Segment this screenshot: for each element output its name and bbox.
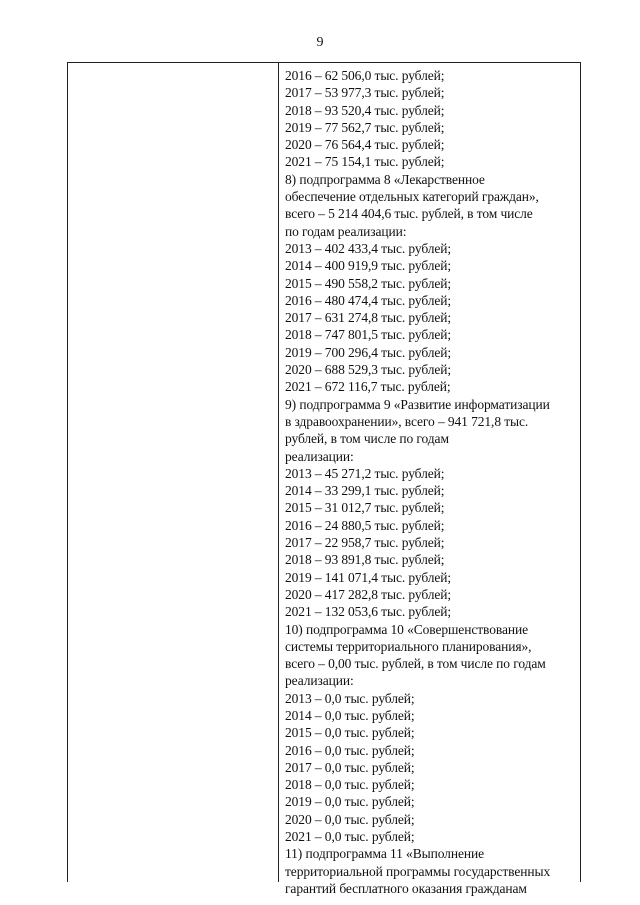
text-line: 2013 – 45 271,2 тыс. рублей; bbox=[285, 465, 445, 481]
text-line: 2015 – 0,0 тыс. рублей; bbox=[285, 725, 415, 741]
text-line: всего – 5 214 404,6 тыс. рублей, в том числе bbox=[285, 206, 533, 222]
text-line: 2017 – 631 274,8 тыс. рублей; bbox=[285, 310, 452, 326]
text-line: 2013 – 402 433,4 тыс. рублей; bbox=[285, 240, 452, 256]
text-line: всего – 0,00 тыс. рублей, в том числе по годам bbox=[285, 656, 546, 672]
text-line: 2016 – 480 474,4 тыс. рублей; bbox=[285, 292, 452, 308]
text-line: системы территориального планирования», bbox=[285, 638, 532, 654]
table-right-cell bbox=[279, 63, 580, 896]
text-line: 10) подпрограмма 10 «Совершенствование bbox=[285, 621, 528, 637]
text-line: 2017 – 0,0 тыс. рублей; bbox=[285, 759, 415, 775]
text-line: реализации: bbox=[285, 673, 354, 689]
text-line: гарантий бесплатного оказания гражданам bbox=[285, 880, 527, 896]
funding-table bbox=[67, 62, 581, 896]
text-line: 2014 – 0,0 тыс. рублей; bbox=[285, 707, 415, 723]
text-line: 2018 – 747 801,5 тыс. рублей; bbox=[285, 327, 452, 343]
text-line: 2018 – 93 520,4 тыс. рублей; bbox=[285, 102, 445, 118]
text-line: 2017 – 53 977,3 тыс. рублей; bbox=[285, 85, 445, 101]
text-line: 2020 – 0,0 тыс. рублей; bbox=[285, 811, 415, 827]
text-line: 2021 – 132 053,6 тыс. рублей; bbox=[285, 604, 452, 620]
text-line: 2017 – 22 958,7 тыс. рублей; bbox=[285, 535, 445, 551]
text-line: 2016 – 24 880,5 тыс. рублей; bbox=[285, 517, 445, 533]
text-line: рублей, в том числе по годам bbox=[285, 431, 449, 447]
table-left-cell bbox=[68, 63, 279, 882]
text-line: 2018 – 0,0 тыс. рублей; bbox=[285, 777, 415, 793]
text-line: 2019 – 0,0 тыс. рублей; bbox=[285, 794, 415, 810]
text-line: 2021 – 0,0 тыс. рублей; bbox=[285, 829, 415, 845]
text-line: 2021 – 75 154,1 тыс. рублей; bbox=[285, 154, 445, 170]
text-line: 2014 – 33 299,1 тыс. рублей; bbox=[285, 483, 445, 499]
text-line: 2018 – 93 891,8 тыс. рублей; bbox=[285, 552, 445, 568]
text-line: 2019 – 77 562,7 тыс. рублей; bbox=[285, 119, 445, 135]
text-line: 2019 – 700 296,4 тыс. рублей; bbox=[285, 344, 452, 360]
text-line: 2020 – 688 529,3 тыс. рублей; bbox=[285, 362, 452, 378]
text-line: по годам реализации: bbox=[285, 223, 407, 239]
text-line: реализации: bbox=[285, 448, 354, 464]
text-line: 2014 – 400 919,9 тыс. рублей; bbox=[285, 258, 452, 274]
text-line: в здравоохранении», всего – 941 721,8 тыс. bbox=[285, 413, 529, 429]
text-line: 9) подпрограмма 9 «Развитие информатизации bbox=[285, 396, 550, 412]
page-number: 9 bbox=[316, 35, 324, 50]
text-line: 2015 – 490 558,2 тыс. рублей; bbox=[285, 275, 452, 291]
text-line: 11) подпрограмма 11 «Выполнение bbox=[285, 846, 484, 862]
text-line: 2016 – 62 506,0 тыс. рублей; bbox=[285, 68, 445, 83]
text-line: 8) подпрограмма 8 «Лекарственное bbox=[285, 171, 485, 187]
text-line: 2013 – 0,0 тыс. рублей; bbox=[285, 690, 415, 706]
text-line: территориальной программы государственных bbox=[285, 863, 551, 879]
text-line: 2016 – 0,0 тыс. рублей; bbox=[285, 742, 415, 758]
text-line: обеспечение отдельных категорий граждан», bbox=[285, 189, 539, 205]
text-line: 2021 – 672 116,7 тыс. рублей; bbox=[285, 379, 451, 395]
text-line: 2015 – 31 012,7 тыс. рублей; bbox=[285, 500, 445, 516]
text-line: 2020 – 76 564,4 тыс. рублей; bbox=[285, 137, 445, 153]
text-line: 2019 – 141 071,4 тыс. рублей; bbox=[285, 569, 452, 585]
text-line: 2020 – 417 282,8 тыс. рублей; bbox=[285, 586, 452, 602]
